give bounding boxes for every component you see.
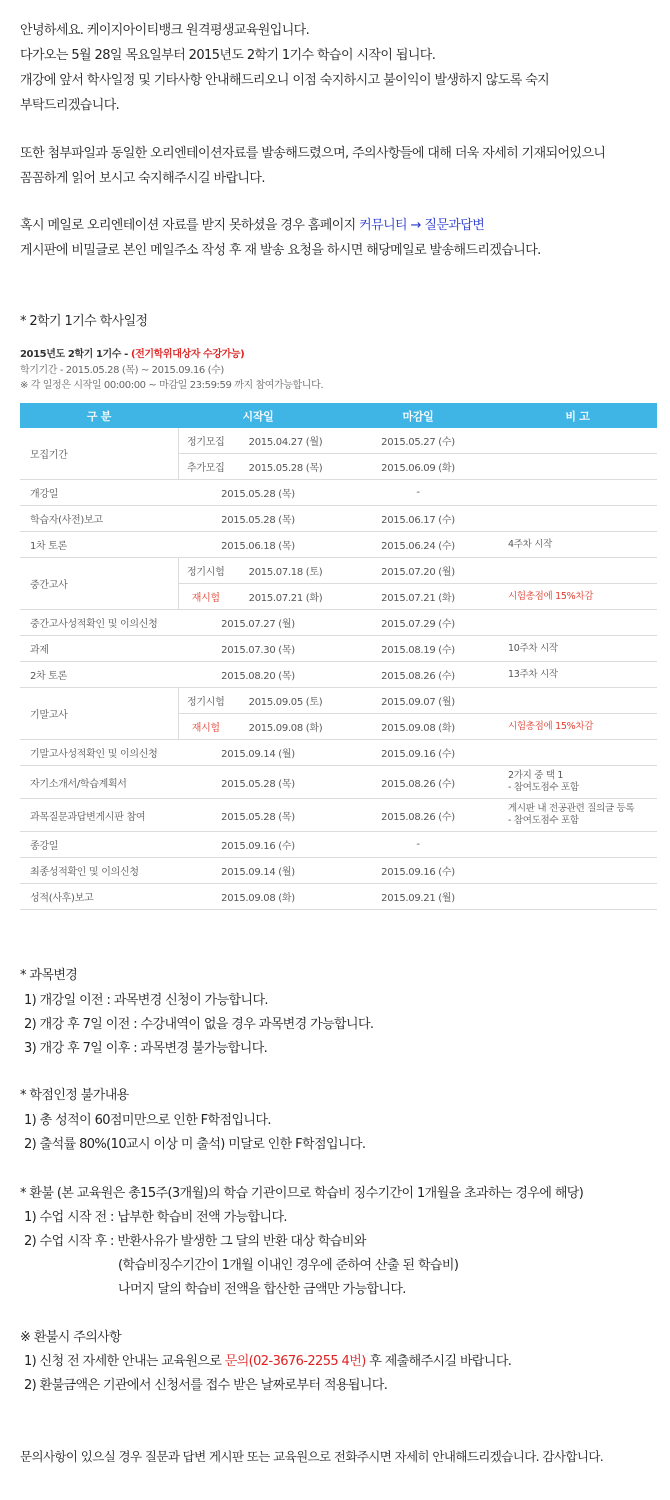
- intro-line: 부탁드리겠습니다.: [20, 98, 120, 113]
- schedule-title: [20, 345, 244, 360]
- header-note: 비 고: [498, 403, 657, 428]
- row-start: 2015.07.18 (토): [233, 558, 338, 584]
- row-label: 성적(사후)보고: [20, 884, 178, 910]
- row-end: -: [338, 832, 498, 858]
- caution-heading: ※ 환불시 주의사항: [20, 1330, 122, 1345]
- contact-phone: 문의(02-3676-2255 4번): [224, 1354, 366, 1369]
- table-row: [20, 480, 657, 506]
- row-note: [498, 454, 657, 480]
- row-note-line: - 참여도점수 포함: [508, 782, 579, 793]
- row-note: [498, 558, 657, 584]
- caution-item-text: 1) 신청 전 자세한 안내는 교육원으로: [24, 1354, 225, 1369]
- table-row: [20, 799, 657, 832]
- caution-item-text: 후 제출해주시길 바랍니다.: [365, 1354, 512, 1369]
- refund-item: 1) 수업 시작 전 : 납부한 학습비 전액 가능합니다.: [24, 1210, 287, 1225]
- row-start: 2015.09.08 (화): [233, 714, 338, 740]
- closing-text: 문의사항이 있으실 경우 질문과 답변 게시판 또는 교육원으로 전화주시면 자세히 안내해드리겠습니다. 감사합니다.: [20, 1449, 604, 1464]
- change-heading: * 과목변경: [20, 968, 78, 983]
- row-end: 2015.09.07 (월): [338, 688, 498, 714]
- schedule-notice: ※ 각 일정은 시작일 00:00:00 ~ 마감일 23:59:59 까지 참여가능합니다.: [20, 380, 324, 391]
- row-note: [498, 688, 657, 714]
- intro-line: 안녕하세요. 케이지아이티뱅크 원격평생교육원입니다.: [20, 23, 310, 38]
- row-sublabel: 정기시험: [178, 688, 233, 714]
- orientation-line: 꼼꼼하게 읽어 보시고 숙지해주시길 바랍니다.: [20, 171, 265, 186]
- schedule-header-row: [20, 403, 657, 428]
- row-start: 2015.08.20 (목): [178, 662, 338, 688]
- credit-item: 2) 출석률 80%(10교시 이상 미 출석) 미달로 인한 F학점입니다.: [24, 1137, 366, 1152]
- row-start: 2015.05.28 (목): [178, 766, 338, 799]
- mail-notice-text: 혹시 메일로 오리엔테이션 자료를 받지 못하셨을 경우 홈페이지: [20, 218, 360, 233]
- row-end: 2015.09.16 (수): [338, 858, 498, 884]
- row-start: 2015.09.08 (화): [178, 884, 338, 910]
- row-start: 2015.07.27 (월): [178, 610, 338, 636]
- table-row: [20, 884, 657, 910]
- schedule-heading: * 2학기 1기수 학사일정: [20, 314, 148, 329]
- row-note: [498, 766, 657, 799]
- row-note-line: - 참여도점수 포함: [508, 815, 579, 826]
- row-note-line: 2가지 중 택 1: [508, 770, 564, 781]
- row-note: [498, 506, 657, 532]
- row-end: 2015.08.26 (수): [338, 662, 498, 688]
- row-note: 4주차 시작: [498, 532, 657, 558]
- table-row: [20, 610, 657, 636]
- row-start: 2015.07.30 (목): [178, 636, 338, 662]
- table-row: [20, 558, 657, 584]
- row-note: 13주차 시작: [498, 662, 657, 688]
- table-row: [20, 428, 657, 454]
- row-end: -: [338, 480, 498, 506]
- credit-heading: * 학점인정 불가내용: [20, 1088, 129, 1103]
- refund-item: 나머지 달의 학습비 전액을 합산한 금액만 가능합니다.: [118, 1282, 406, 1297]
- row-label: 기말고사성적확인 및 이의신청: [20, 740, 178, 766]
- row-end: 2015.07.29 (수): [338, 610, 498, 636]
- row-start: 2015.05.28 (목): [178, 506, 338, 532]
- schedule-table: [20, 403, 657, 910]
- row-sublabel: 추가모집: [178, 454, 233, 480]
- row-label: 학습자(사전)보고: [20, 506, 178, 532]
- row-label: 과제: [20, 636, 178, 662]
- table-row: [20, 532, 657, 558]
- table-row: [20, 740, 657, 766]
- community-qna-link[interactable]: 커뮤니티 → 질문과답변: [359, 218, 485, 233]
- mail-notice-line: 게시판에 비밀글로 본인 메일주소 작성 후 재 발송 요청을 하시면 해당메일로 발송해드리겠습니다.: [20, 243, 541, 258]
- row-end: 2015.08.26 (수): [338, 766, 498, 799]
- row-note: [498, 832, 657, 858]
- row-sublabel: 정기시험: [178, 558, 233, 584]
- row-end: 2015.07.21 (화): [338, 584, 498, 610]
- table-row: [20, 506, 657, 532]
- refund-heading: * 환불 (본 교육원은 총15주(3개월)의 학습 기관이므로 학습비 징수기간이 1개월을 초과하는 경우에 해당): [20, 1186, 584, 1201]
- change-item: 1) 개강일 이전 : 과목변경 신청이 가능합니다.: [24, 993, 268, 1008]
- row-note: [498, 480, 657, 506]
- table-row: [20, 858, 657, 884]
- refund-item: 2) 수업 시작 후 : 반환사유가 발생한 그 달의 반환 대상 학습비와: [24, 1234, 366, 1249]
- row-start: 2015.05.28 (목): [178, 799, 338, 832]
- orientation-line: 또한 첨부파일과 동일한 오리엔테이션자료를 발송해드렸으며, 주의사항들에 대해 더욱 자세히 기재되어있으니: [20, 146, 606, 161]
- row-note: [498, 740, 657, 766]
- row-label: 최종성적확인 및 이의신청: [20, 858, 178, 884]
- row-start: 2015.05.28 (목): [233, 454, 338, 480]
- row-start: 2015.06.18 (목): [178, 532, 338, 558]
- row-start: 2015.04.27 (월): [233, 428, 338, 454]
- row-note: 10주차 시작: [498, 636, 657, 662]
- row-label: 중간고사: [20, 558, 178, 610]
- intro-line: 개강에 앞서 학사일정 및 기타사항 안내해드리오니 이점 숙지하시고 불이익이 발생하지 않도록 숙지: [20, 73, 550, 88]
- caution-item: 2) 환불금액은 기관에서 신청서를 접수 받은 날짜로부터 적용됩니다.: [24, 1378, 388, 1393]
- row-end: 2015.09.08 (화): [338, 714, 498, 740]
- row-label: 중간고사성적확인 및 이의신청: [20, 610, 178, 636]
- row-label: 자기소개서/학습계획서: [20, 766, 178, 799]
- row-end: 2015.08.19 (수): [338, 636, 498, 662]
- change-item: 3) 개강 후 7일 이후 : 과목변경 불가능합니다.: [24, 1041, 268, 1056]
- row-label: 종강일: [20, 832, 178, 858]
- table-row: [20, 832, 657, 858]
- change-item: 2) 개강 후 7일 이전 : 수강내역이 없을 경우 과목변경 가능합니다.: [24, 1017, 374, 1032]
- row-end: 2015.06.09 (화): [338, 454, 498, 480]
- table-row: [20, 636, 657, 662]
- row-label: 2차 토론: [20, 662, 178, 688]
- table-row: [20, 688, 657, 714]
- header-end: 마감일: [338, 403, 498, 428]
- header-start: 시작일: [178, 403, 338, 428]
- row-note: 시험총점에 15%차감: [498, 584, 657, 610]
- row-label: 기말고사: [20, 688, 178, 740]
- row-end: 2015.06.17 (수): [338, 506, 498, 532]
- row-end: 2015.09.16 (수): [338, 740, 498, 766]
- row-start: 2015.09.14 (월): [178, 858, 338, 884]
- row-sublabel: 정기모집: [178, 428, 233, 454]
- row-sublabel: 재시험: [178, 584, 233, 610]
- row-end: 2015.05.27 (수): [338, 428, 498, 454]
- row-note: [498, 610, 657, 636]
- row-end: 2015.08.26 (수): [338, 799, 498, 832]
- schedule-period: 학기기간 - 2015.05.28 (목) ~ 2015.09.16 (수): [20, 365, 224, 376]
- row-note: [498, 884, 657, 910]
- table-row: [20, 766, 657, 799]
- header-category: 구 분: [20, 403, 178, 428]
- row-note-line: 게시판 내 전공관련 질의글 등록: [508, 803, 635, 814]
- row-label: 과목질문과답변게시판 참여: [20, 799, 178, 832]
- row-label: 개강일: [20, 480, 178, 506]
- row-end: 2015.07.20 (월): [338, 558, 498, 584]
- row-note: [498, 858, 657, 884]
- row-start: 2015.09.14 (월): [178, 740, 338, 766]
- row-label: 모집기간: [20, 428, 178, 480]
- row-note: [498, 428, 657, 454]
- caution-item: [24, 1353, 511, 1371]
- row-start: 2015.07.21 (화): [233, 584, 338, 610]
- schedule-title-main: 2015년도 2학기 1기수 -: [20, 349, 131, 360]
- intro-line: 다가오는 5월 28일 목요일부터 2015년도 2학기 1기수 학습이 시작이 됩니다.: [20, 48, 436, 63]
- row-note: [498, 799, 657, 832]
- row-start: 2015.09.05 (토): [233, 688, 338, 714]
- row-start: 2015.09.16 (수): [178, 832, 338, 858]
- table-row: [20, 662, 657, 688]
- credit-item: 1) 총 성적이 60점미만으로 인한 F학점입니다.: [24, 1113, 271, 1128]
- row-end: 2015.09.21 (월): [338, 884, 498, 910]
- row-sublabel: 재시험: [178, 714, 233, 740]
- schedule-title-note: (전기학위대상자 수강가능): [130, 349, 245, 360]
- row-label: 1차 토론: [20, 532, 178, 558]
- refund-item: (학습비징수기간이 1개월 이내인 경우에 준하여 산출 된 학습비): [118, 1258, 459, 1273]
- row-end: 2015.06.24 (수): [338, 532, 498, 558]
- mail-notice-line: [20, 217, 484, 235]
- row-start: 2015.05.28 (목): [178, 480, 338, 506]
- row-note: 시험총점에 15%차감: [498, 714, 657, 740]
